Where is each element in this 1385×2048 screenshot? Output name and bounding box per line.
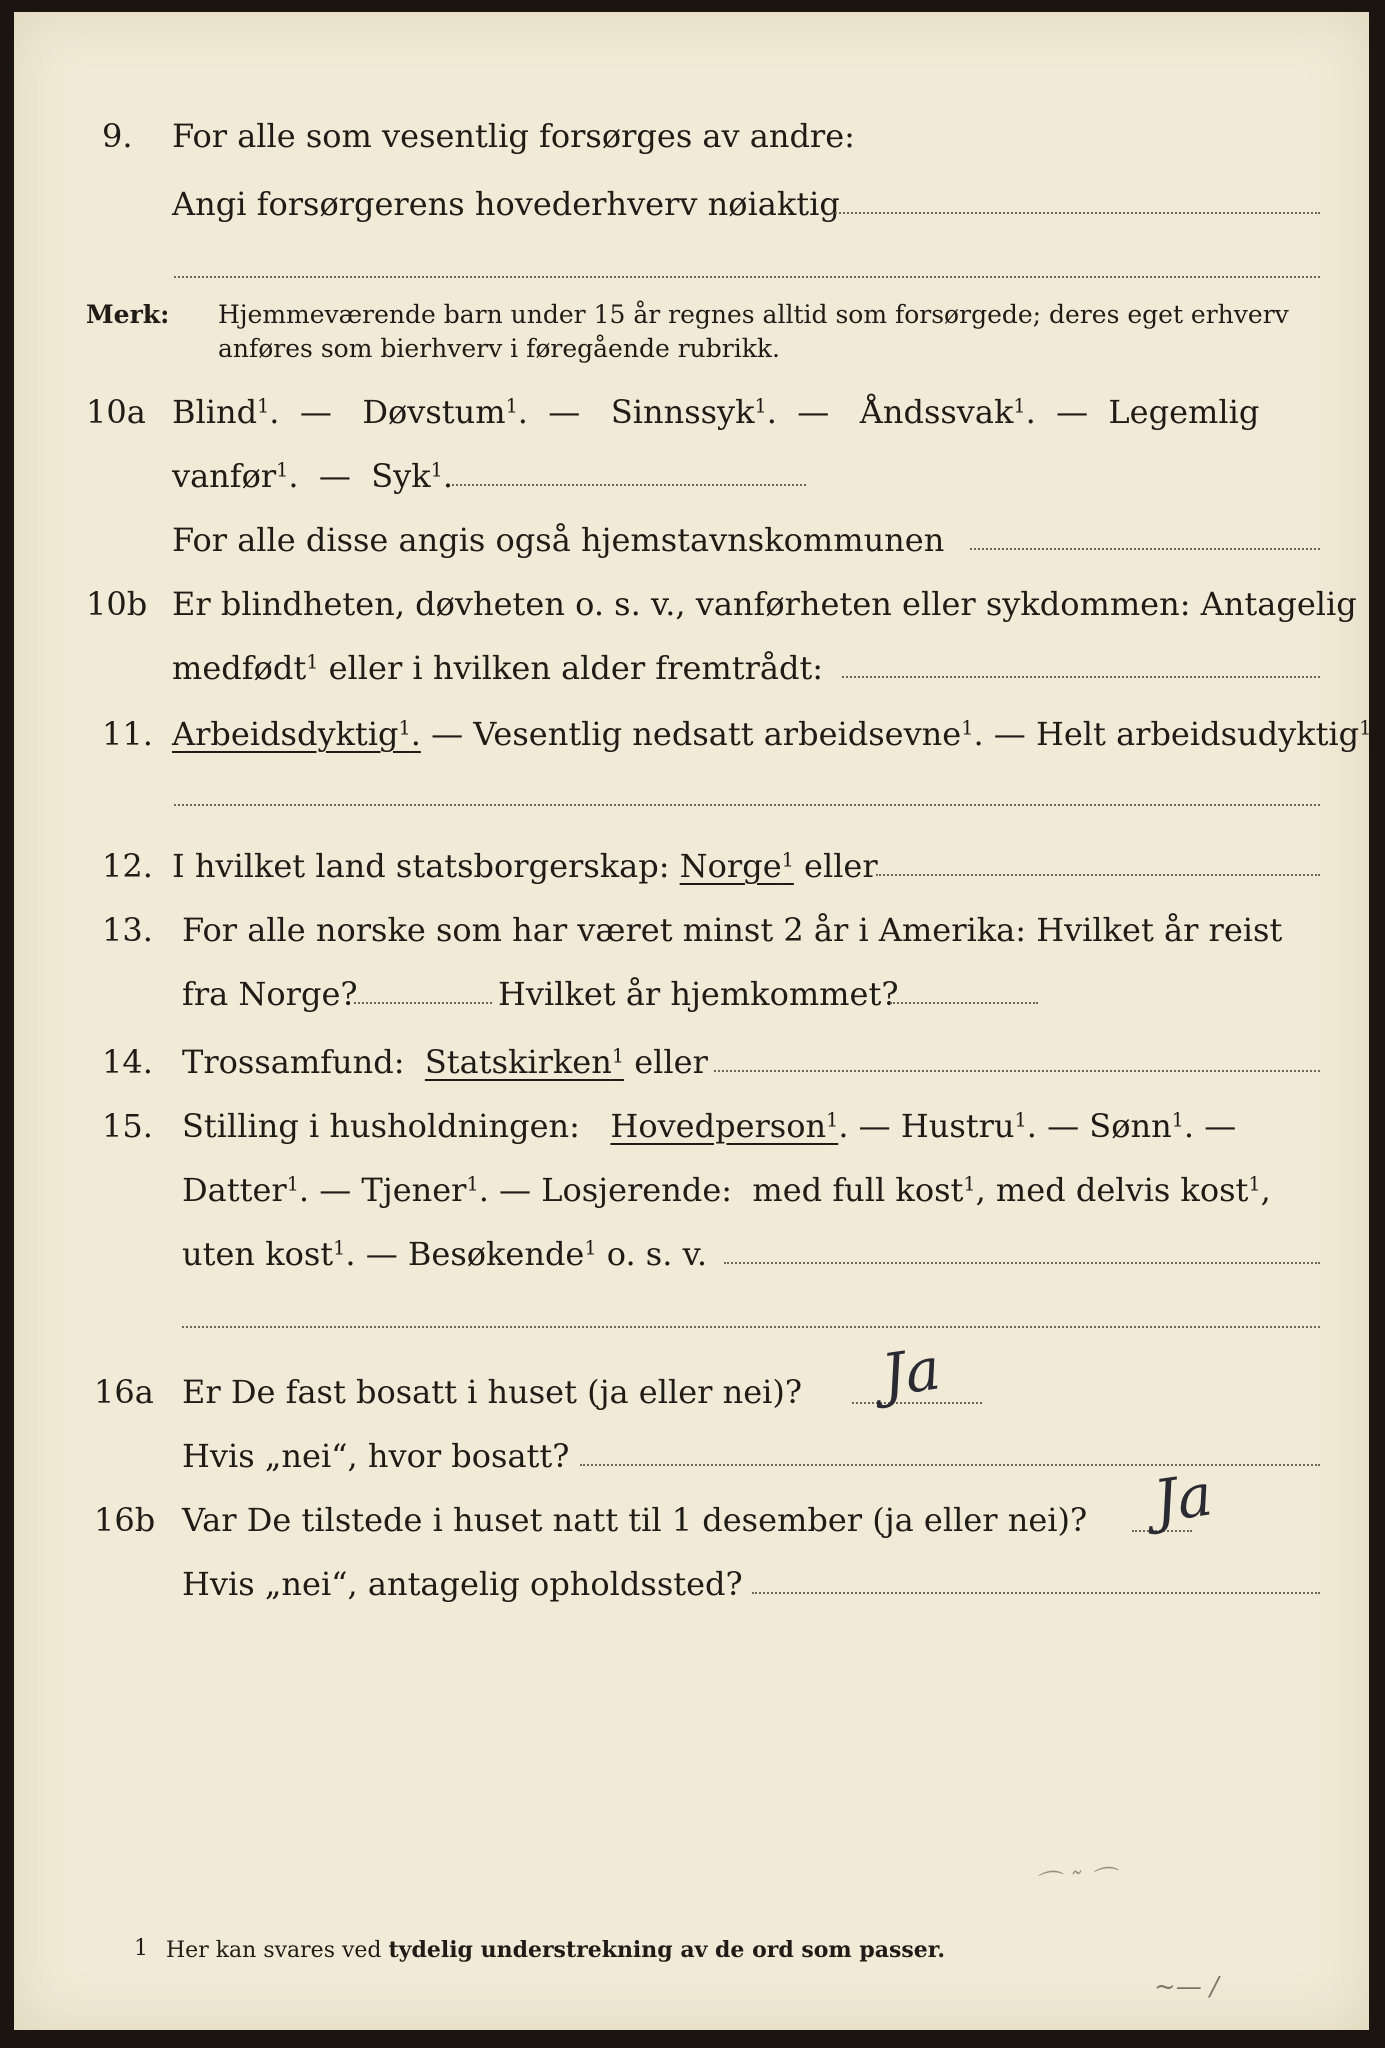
nedsatt-option: Vesentlig nedsatt arbeidsevne [473,715,962,753]
medfodt-option: medfødt [172,649,307,687]
sonn-option: Sønn [1089,1107,1172,1145]
q9-line1: For alle som vesentlig forsørges av andre: [172,117,855,155]
hustru-option: Hustru [900,1107,1015,1145]
q13-fra-norge: fra Norge? [182,975,358,1013]
q12-eller: eller [804,847,878,885]
q15-answer-line[interactable] [724,1262,1320,1264]
q12-answer-line[interactable] [876,874,1320,876]
hjemstavn-answer-line[interactable] [970,548,1320,550]
q12-number: 12. [102,847,153,885]
uten-kost-option: uten kost [182,1235,334,1273]
norge-option: Norge$^1$ [679,847,794,885]
q9-line2: Angi forsørgerens hovederhverv nøiaktig [172,185,840,223]
q15-number: 15. [102,1107,153,1145]
q10a-line1: Blind$^1$. — Døvstum$^1$. — Sinnssyk$^1$. — Åndssvak$^1$. — Legemlig [172,393,1260,431]
full-kost-option: med full kost [752,1171,964,1209]
dovstum-option: Døvstum [362,393,506,431]
vanfor-option: vanfør [172,457,277,495]
q10a-line3: For alle disse angis også hjemstavnskommunen [172,521,945,559]
q13-number: 13. [102,911,153,949]
q15-answer-line-2[interactable] [182,1326,1320,1328]
losjerende-label: Losjerende: [541,1171,733,1209]
hovedperson-option: Hovedperson$^1$ [610,1107,839,1145]
opholdssted-answer-line[interactable] [752,1592,1320,1594]
q10b-answer-line[interactable] [842,676,1320,678]
q10a-answer-line[interactable] [452,484,806,486]
bosatt-answer-line[interactable] [580,1464,1320,1466]
q14-number: 14. [102,1043,153,1081]
q14-text: Trossamfund: [182,1043,405,1081]
delvis-kost-option: med delvis kost [995,1171,1249,1209]
legemlig-option: Legemlig [1108,393,1260,431]
q15-line3: uten kost$^1$. — Besøkende$^1$ o. s. v. [182,1235,708,1273]
q10a-number: 10a [86,393,146,431]
q16b-handwritten-answer: Ja [1149,1460,1217,1536]
q10b-line2: medfødt$^1$ eller i hvilken alder fremtrådt: [172,649,824,687]
arbeidsdyktig-option: Arbeidsdyktig$^1$. [172,715,421,753]
q12-line [172,846,878,886]
q12-text: I hvilket land statsborgerskap: [172,847,670,885]
q15-osv: o. s. v. [606,1235,708,1273]
footnote-marker: 1 [134,1936,148,1961]
q9-number: 9. [102,117,133,155]
footnote-text: Her kan svares ved tydelig understrekning av de ord som passer. [166,1937,946,1963]
pencil-scribble: ~— / [1154,1972,1219,2002]
q16b-number: 16b [94,1501,156,1539]
hjemkommet-year-line[interactable] [890,1002,1038,1004]
q15-line1: Stilling i husholdningen: Hovedperson$^1$. — Hustru$^1$. — Sønn$^1$. — [182,1107,1237,1145]
merk-line2: anføres som bierhverv i føregående rubrikk. [218,334,780,363]
q16b-line1: Var De tilstede i huset natt til 1 desember (ja eller nei)? [182,1501,1088,1539]
q14-line [182,1042,708,1082]
q10b-line2-rest: eller i hvilken alder fremtrådt: [328,649,824,687]
pencil-mark: ⌒ ˜ ⌒ [1033,1865,1117,1901]
q16a-number: 16a [94,1373,154,1411]
besokende-option: Besøkende [407,1235,585,1273]
q9-answer-line-2[interactable] [174,276,1320,278]
blind-option: Blind [172,393,258,431]
q15-line2: Datter$^1$. — Tjener$^1$. — Losjerende: med full kost$^1$, med delvis kost$^1$, [182,1171,1271,1209]
merk-line1: Hjemmeværende barn under 15 år regnes alltid som forsørgede; deres eget erhverv [218,300,1289,329]
q14-answer-line[interactable] [714,1070,1320,1072]
tjener-option: Tjener [361,1171,467,1209]
q10b-line1: Er blindheten, døvheten o. s. v., vanførheten eller sykdommen: Antagelig [172,585,1357,623]
q10a-line2: vanfør$^1$. — Syk$^1$. [172,457,454,495]
merk-label: Merk: [86,300,170,329]
q10b-number: 10b [86,585,148,623]
q14-eller: eller [634,1043,708,1081]
andssvak-option: Åndssvak [859,393,1014,431]
census-form-page [14,12,1382,2030]
udyktig-option: Helt arbeidsudyktig [1035,715,1360,753]
q15-stilling: Stilling i husholdningen: [182,1107,580,1145]
datter-option: Datter [182,1171,287,1209]
reist-year-line[interactable] [354,1002,492,1004]
q11-answer-line[interactable] [174,804,1320,806]
q16a-handwritten-answer: Ja [877,1334,945,1410]
q13-line1: For alle norske som har været minst 2 år i Amerika: Hvilket år reist [182,911,1283,949]
statskirken-option: Statskirken$^1$ [424,1043,625,1081]
q16a-line1: Er De fast bosatt i huset (ja eller nei)? [182,1373,803,1411]
q11-number: 11. [102,715,153,753]
syk-option: Syk [371,457,431,495]
q11-line: Arbeidsdyktig$^1$. — Vesentlig nedsatt arbeidsevne$^1$. — Helt arbeidsudyktig$^1$. [172,715,1382,753]
sinnssyk-option: Sinnssyk [610,393,755,431]
q13-hjemkommet: Hvilket år hjemkommet? [498,975,899,1013]
q16b-line2: Hvis „nei“, antagelig opholdssted? [182,1565,743,1603]
q9-answer-line[interactable] [832,212,1320,214]
q16a-line2: Hvis „nei“, hvor bosatt? [182,1437,570,1475]
